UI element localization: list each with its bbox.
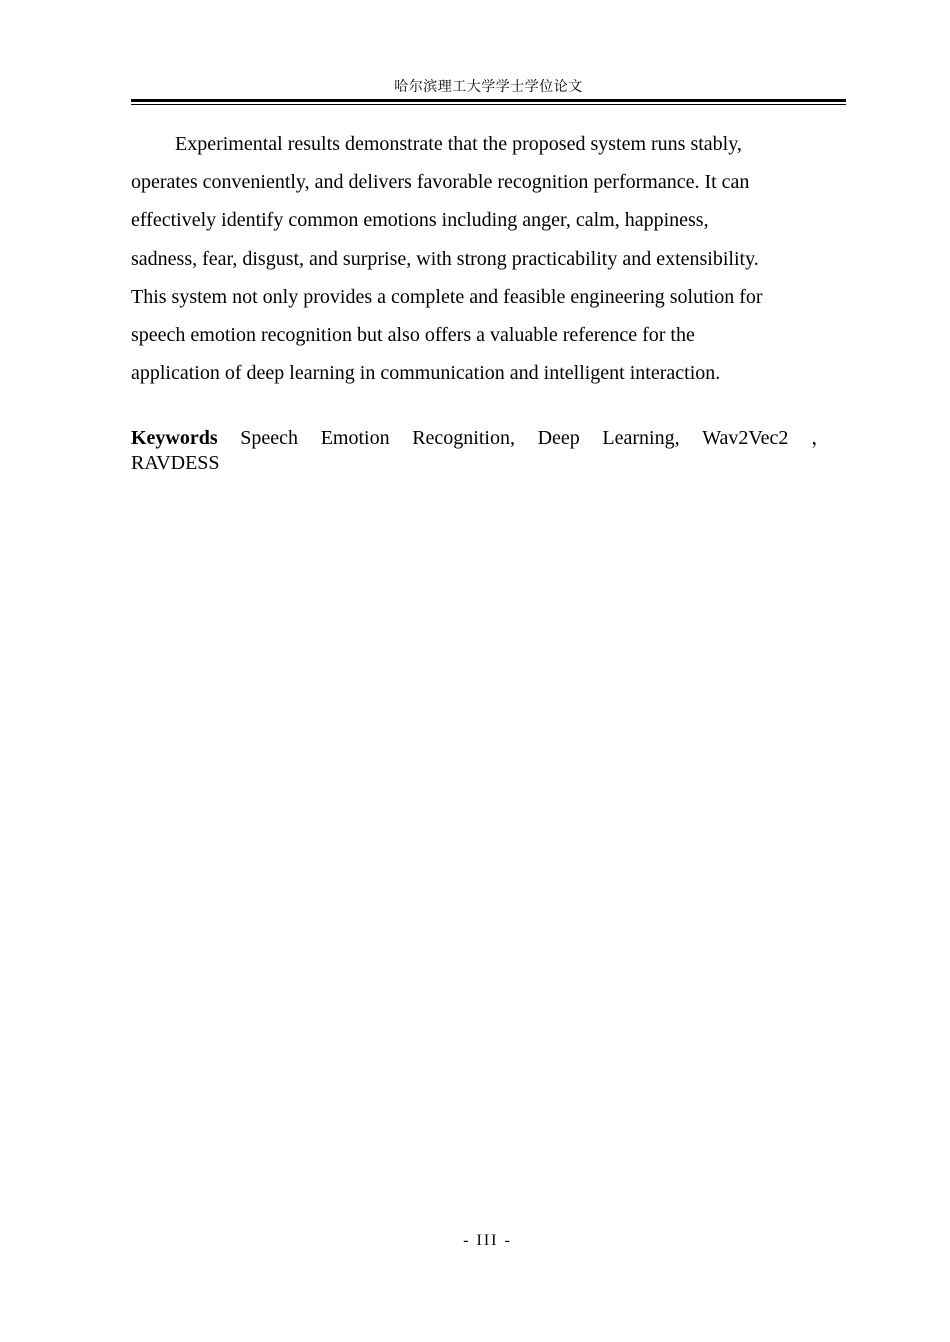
- abstract-line: sadness, fear, disgust, and surprise, with strong practicability and extensibility.: [131, 247, 759, 270]
- keywords-section: [131, 426, 831, 476]
- keyword-separator: ，: [811, 427, 831, 449]
- abstract-line: application of deep learning in communication and intelligent interaction.: [131, 362, 721, 385]
- keyword-item: Wav2Vec2: [702, 427, 789, 449]
- abstract-line: This system not only provides a complete and feasible engineering solution for: [131, 285, 763, 308]
- keyword-item: Emotion: [320, 427, 390, 449]
- keyword-item: Speech: [240, 427, 299, 449]
- abstract-line: effectively identify common emotions including anger, calm, happiness,: [131, 209, 709, 232]
- keywords-label: Keywords: [131, 427, 218, 449]
- page-header-title: 哈尔滨理工大学学士学位论文: [394, 80, 583, 95]
- keyword-item: Recognition,: [412, 427, 515, 449]
- abstract-body: [131, 125, 831, 392]
- page-number: - III -: [463, 1232, 512, 1249]
- abstract-line: speech emotion recognition but also offers a valuable reference for the: [131, 324, 695, 347]
- header-rule-thick: [131, 99, 846, 102]
- keyword-item-last: RAVDESS: [131, 452, 220, 474]
- keyword-item: Learning,: [602, 427, 680, 449]
- abstract-line: operates conveniently, and delivers favorable recognition performance. It can: [131, 171, 750, 194]
- keyword-item: Deep: [537, 427, 580, 449]
- keywords-row: [131, 426, 831, 451]
- header-rule-thin: [131, 104, 846, 105]
- abstract-line: Experimental results demonstrate that the proposed system runs stably,: [175, 133, 742, 155]
